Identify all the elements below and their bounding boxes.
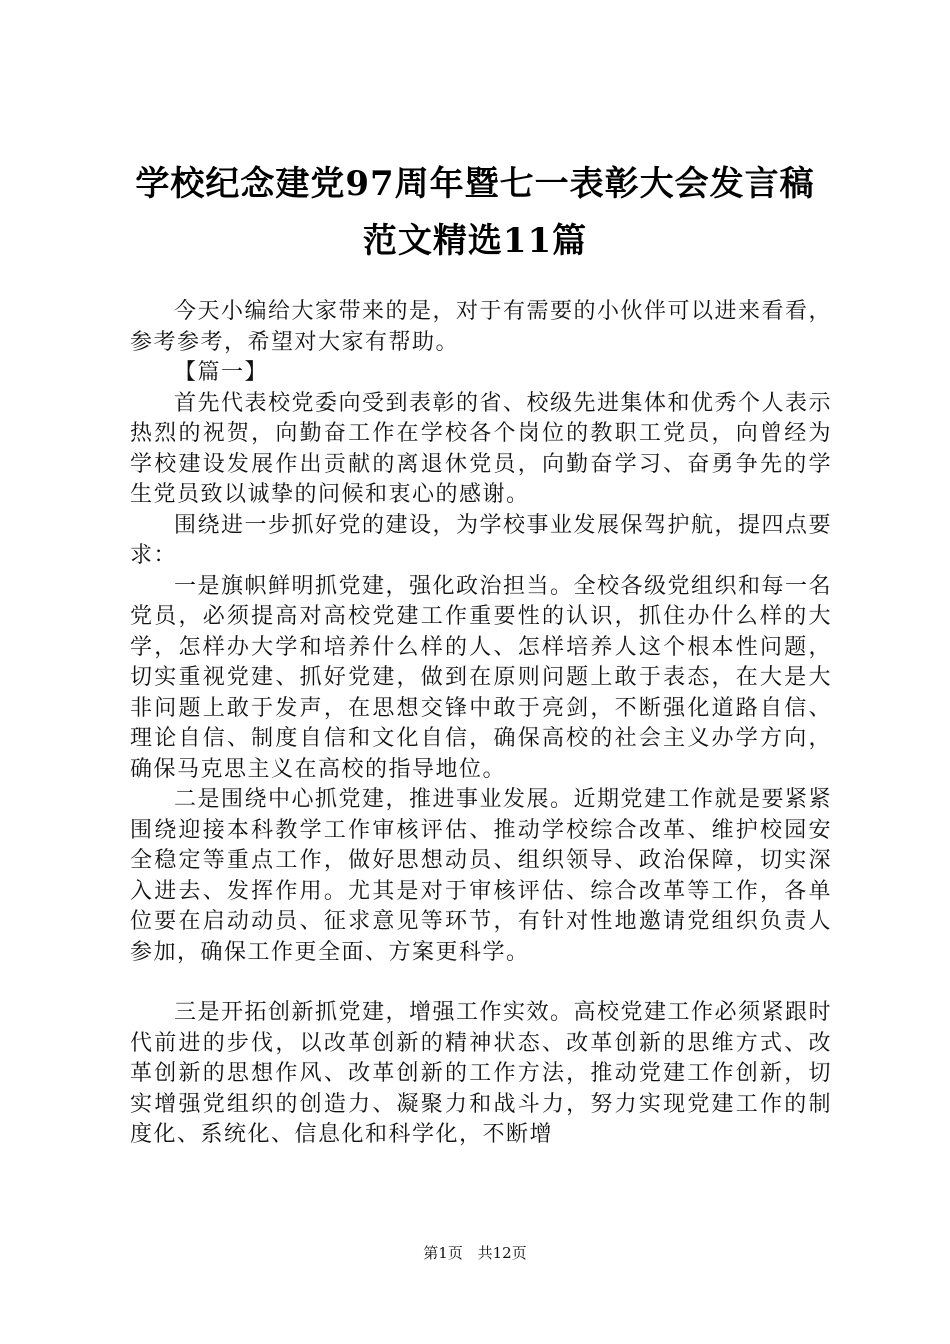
paragraph: 二是围绕中心抓党建，推进事业发展。近期党建工作就是要紧紧围绕迎接本科教学工作审核评估、推动学校综合改革、维护校园安全稳定等重点工作，做好思想动员、组织领导、政治保障，切实深入进去、发挥作用。尤其是对于审核评估、综合改革等工作，各单位要在启动动员、征求意见等环节，有针对性地邀请党组织负责人参加，确保工作更全面、方案更科学。 <box>130 787 833 965</box>
document-title-line-1: 学校纪念建党97周年暨七一表彰大会发言稿 <box>135 164 815 204</box>
page-total: 共12页 <box>477 1244 527 1262</box>
paragraph-intro: 今天小编给大家带来的是，对于有需要的小伙伴可以进来看看，参考参考，希望对大家有帮助。 <box>130 299 833 355</box>
section-heading: 【篇一】 <box>174 360 269 385</box>
page-footer <box>0 1243 950 1263</box>
document-title-line-2: 范文精选11篇 <box>362 221 588 261</box>
paragraph: 一是旗帜鲜明抓党建，强化政治担当。全校各级党组织和每一名党员，必须提高对高校党建工作重要性的认识，抓住办什么样的大学，怎样办大学和培养什么样的人、怎样培养人这个根本性问题，切实重视党建、抓好党建，做到在原则问题上敢于表态，在大是大非问题上敢于发声，在思想交锋中敢于亮剑，不断强化道路自信、理论自信、制度自信和文化自信，确保高校的社会主义办学方向，确保马克思主义在高校的指导地位。 <box>130 573 833 782</box>
paragraph: 三是开拓创新抓党建，增强工作实效。高校党建工作必须紧跟时代前进的步伐，以改革创新的精神状态、改革创新的思维方式、改革创新的思想作风、改革创新的工作方法，推动党建工作创新，切实增强党组织的创造力、凝聚力和战斗力，努力实现党建工作的制度化、系统化、信息化和科学化，不断增 <box>130 1000 833 1147</box>
paragraph: 首先代表校党委向受到表彰的省、校级先进集体和优秀个人表示热烈的祝贺，向勤奋工作在学校各个岗位的教职工党员，向曾经为学校建设发展作出贡献的离退休党员，向勤奋学习、奋勇争先的学生党员致以诚挚的问候和衷心的感谢。 <box>130 390 833 507</box>
paragraph: 围绕进一步抓好党的建设，为学校事业发展保驾护航，提四点要求： <box>130 512 833 568</box>
document-body <box>130 297 832 1151</box>
page-number: 第1页 <box>423 1244 463 1262</box>
